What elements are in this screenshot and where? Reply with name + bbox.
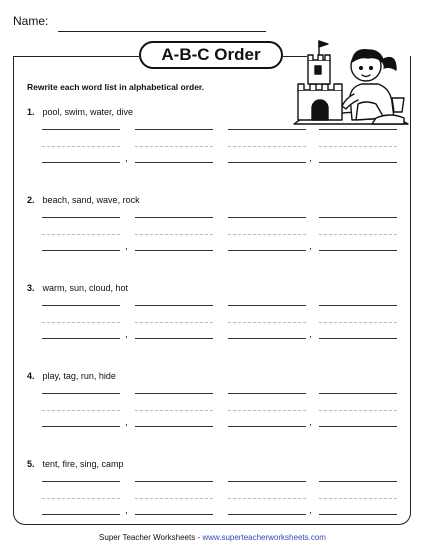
item-number: 3. <box>27 283 35 293</box>
item-words: warm, sun, cloud, hot <box>42 283 129 293</box>
comma-separator: , <box>309 241 312 252</box>
answer-line[interactable] <box>228 426 306 427</box>
name-label: Name: <box>13 14 49 28</box>
answer-line[interactable] <box>228 481 306 482</box>
comma-separator: , <box>125 241 128 252</box>
guide-dashed-line <box>135 322 213 323</box>
guide-dashed-line <box>228 322 306 323</box>
answer-line[interactable] <box>228 129 306 130</box>
comma-separator: , <box>309 417 312 428</box>
answer-line[interactable] <box>228 514 306 515</box>
guide-dashed-line <box>319 322 397 323</box>
answer-line[interactable] <box>42 162 120 163</box>
guide-dashed-line <box>135 410 213 411</box>
answer-line[interactable] <box>135 217 213 218</box>
guide-dashed-line <box>135 146 213 147</box>
name-write-line[interactable] <box>58 31 266 32</box>
item-number: 5. <box>27 459 35 469</box>
footer-url[interactable]: www.superteacherworksheets.com <box>202 533 326 542</box>
answer-line[interactable] <box>319 162 397 163</box>
guide-dashed-line <box>135 234 213 235</box>
item-words: tent, fire, sing, camp <box>42 459 124 469</box>
answer-line[interactable] <box>319 481 397 482</box>
comma-separator: , <box>125 505 128 516</box>
item-3-prompt <box>27 283 128 293</box>
footer-brand: Super Teacher Worksheets - <box>99 533 203 542</box>
item-number: 2. <box>27 195 35 205</box>
answer-line[interactable] <box>319 338 397 339</box>
comma-separator: , <box>125 329 128 340</box>
answer-line[interactable] <box>319 217 397 218</box>
answer-line[interactable] <box>228 393 306 394</box>
guide-dashed-line <box>135 498 213 499</box>
guide-dashed-line <box>228 146 306 147</box>
guide-dashed-line <box>319 146 397 147</box>
item-2-prompt <box>27 195 140 205</box>
item-words: play, tag, run, hide <box>42 371 116 381</box>
guide-dashed-line <box>319 234 397 235</box>
guide-dashed-line <box>42 146 120 147</box>
comma-separator: , <box>309 153 312 164</box>
answer-line[interactable] <box>319 426 397 427</box>
answer-line[interactable] <box>42 393 120 394</box>
guide-dashed-line <box>319 410 397 411</box>
comma-separator: , <box>309 329 312 340</box>
answer-line[interactable] <box>319 514 397 515</box>
comma-separator: , <box>125 417 128 428</box>
guide-dashed-line <box>42 410 120 411</box>
item-words: beach, sand, wave, rock <box>42 195 140 205</box>
instructions: Rewrite each word list in alphabetical order. <box>27 82 205 92</box>
answer-line[interactable] <box>228 305 306 306</box>
answer-line[interactable] <box>42 250 120 251</box>
guide-dashed-line <box>228 234 306 235</box>
girl-building-sandcastle-icon <box>292 38 410 130</box>
answer-line[interactable] <box>42 426 120 427</box>
answer-line[interactable] <box>135 129 213 130</box>
answer-line[interactable] <box>228 338 306 339</box>
answer-line[interactable] <box>228 162 306 163</box>
item-5-prompt <box>27 459 124 469</box>
item-1-prompt <box>27 107 133 117</box>
answer-line[interactable] <box>319 393 397 394</box>
comma-separator: , <box>309 505 312 516</box>
answer-line[interactable] <box>42 129 120 130</box>
answer-line[interactable] <box>42 481 120 482</box>
answer-line[interactable] <box>135 162 213 163</box>
guide-dashed-line <box>228 410 306 411</box>
answer-line[interactable] <box>228 217 306 218</box>
worksheet-title: A-B-C Order <box>139 41 283 69</box>
guide-dashed-line <box>319 498 397 499</box>
answer-line[interactable] <box>135 426 213 427</box>
answer-line[interactable] <box>135 305 213 306</box>
item-4-prompt <box>27 371 116 381</box>
guide-dashed-line <box>42 234 120 235</box>
answer-line[interactable] <box>42 338 120 339</box>
answer-line[interactable] <box>135 514 213 515</box>
guide-dashed-line <box>228 498 306 499</box>
footer <box>0 533 425 542</box>
answer-line[interactable] <box>135 250 213 251</box>
answer-line[interactable] <box>42 514 120 515</box>
answer-line[interactable] <box>319 129 397 130</box>
answer-line[interactable] <box>228 250 306 251</box>
guide-dashed-line <box>42 498 120 499</box>
answer-line[interactable] <box>42 217 120 218</box>
answer-line[interactable] <box>319 305 397 306</box>
item-words: pool, swim, water, dive <box>42 107 134 117</box>
comma-separator: , <box>125 153 128 164</box>
item-number: 1. <box>27 107 35 117</box>
guide-dashed-line <box>42 322 120 323</box>
answer-line[interactable] <box>135 338 213 339</box>
answer-line[interactable] <box>135 393 213 394</box>
answer-line[interactable] <box>42 305 120 306</box>
answer-line[interactable] <box>135 481 213 482</box>
item-number: 4. <box>27 371 35 381</box>
answer-line[interactable] <box>319 250 397 251</box>
